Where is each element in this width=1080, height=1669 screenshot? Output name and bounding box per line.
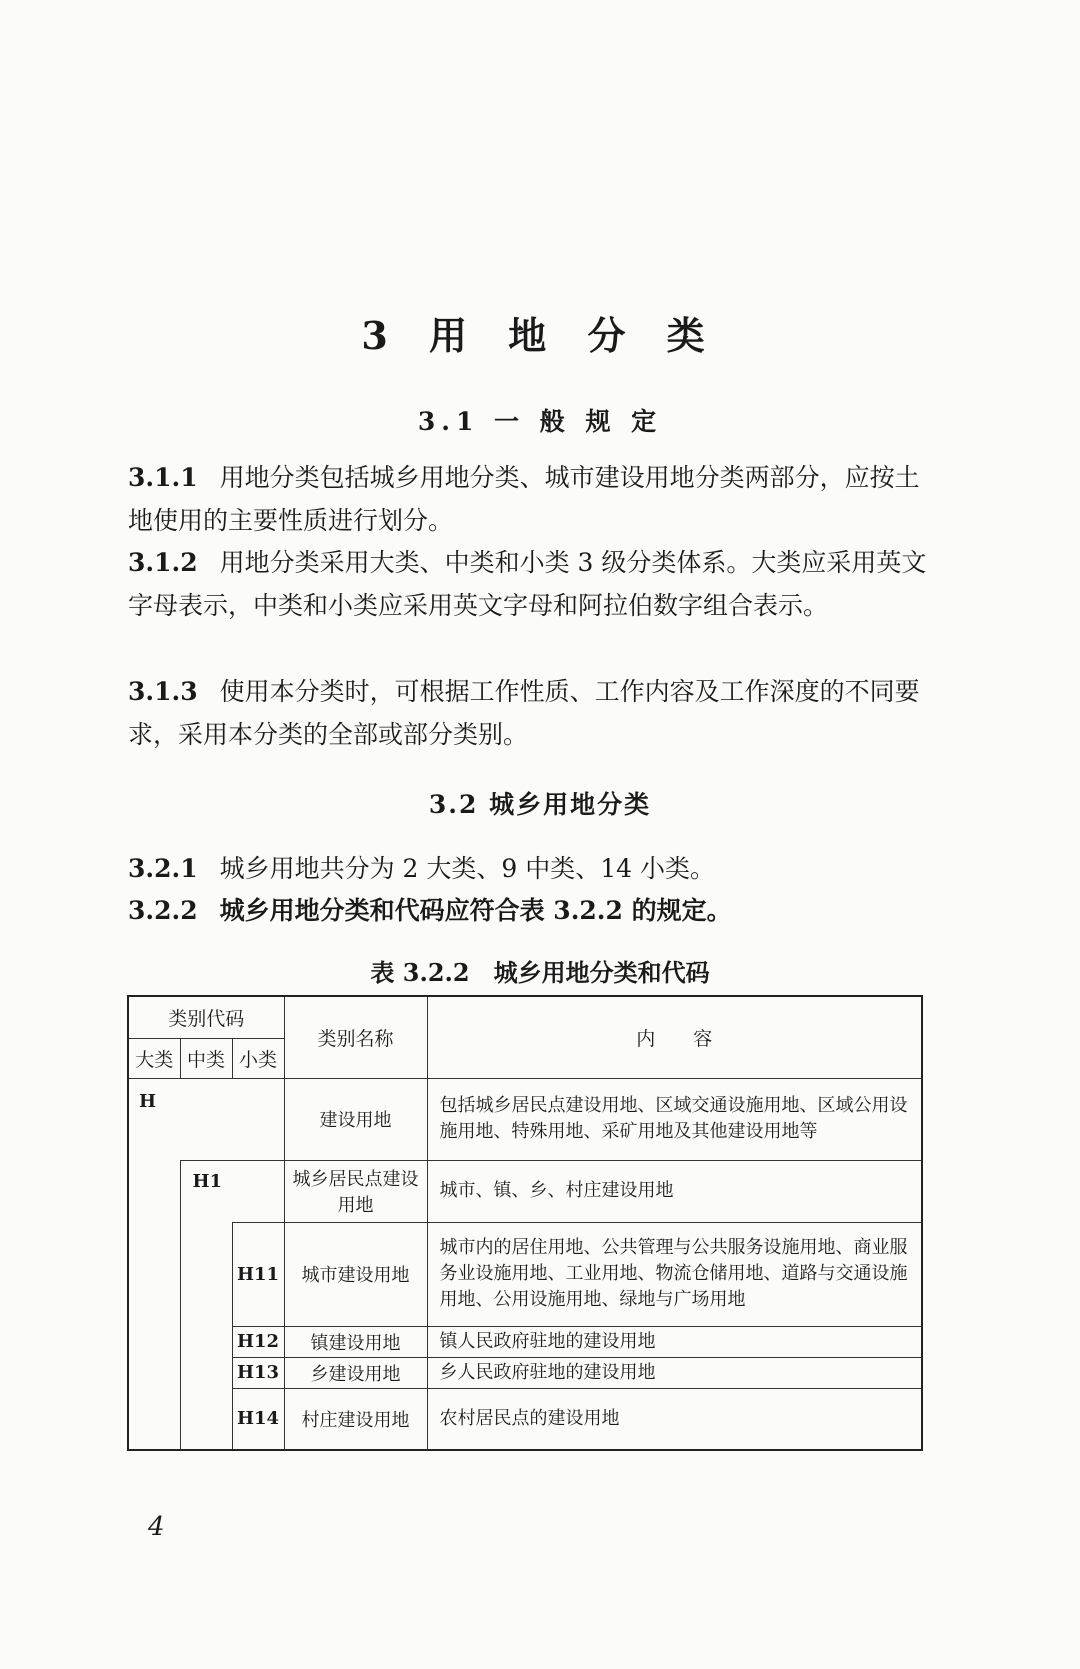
header-code: 类别代码: [128, 996, 284, 1038]
cell-major: H: [128, 1078, 284, 1160]
table-row: [128, 1357, 922, 1388]
cell-content: 镇人民政府驻地的建设用地: [427, 1326, 922, 1357]
cell-medium-empty: [180, 1222, 232, 1450]
cell-minor: H14: [232, 1388, 284, 1450]
clause-number: 3.1.2: [128, 548, 198, 577]
cell-content: 包括城乡居民点建设用地、区域交通设施用地、区域公用设施用地、特殊用地、采矿用地及其他建设用地等: [427, 1078, 922, 1160]
table-caption-number: 表 3.2.2: [370, 958, 470, 987]
cell-name: 乡建设用地: [284, 1357, 427, 1388]
section-heading-3-1: 3.1 一 般 规 定: [417, 407, 663, 436]
cell-name: 村庄建设用地: [284, 1388, 427, 1450]
clause-text: 城乡用地分类和代码应符合表 3.2.2 的规定。: [219, 896, 732, 925]
header-content: 内 容: [427, 996, 922, 1078]
header-major: 大类: [128, 1038, 180, 1078]
table-header-row: [128, 996, 922, 1038]
cell-name: 镇建设用地: [284, 1326, 427, 1357]
cell-minor: H11: [232, 1222, 284, 1326]
page-number: 4: [148, 1512, 165, 1542]
clause-number: 3.1.3: [128, 677, 198, 706]
clause-3-1-3: [128, 670, 936, 756]
table-row: [128, 1326, 922, 1357]
clause-3-1-2: [128, 541, 936, 627]
land-use-classification-table: [127, 995, 923, 1451]
cell-content: 农村居民点的建设用地: [427, 1388, 922, 1450]
table-row: [128, 1078, 922, 1160]
cell-name: 建设用地: [284, 1078, 427, 1160]
clause-text: 使用本分类时，可根据工作性质、工作内容及工作深度的不同要求，采用本分类的全部或部分类别。: [128, 677, 920, 749]
header-name: 类别名称: [284, 996, 427, 1078]
cell-name: 城市建设用地: [284, 1222, 427, 1326]
cell-minor: H13: [232, 1357, 284, 1388]
table-row: [128, 1222, 922, 1326]
clause-text: 用地分类包括城乡用地分类、城市建设用地分类两部分，应按土地使用的主要性质进行划分。: [128, 463, 920, 535]
clause-text: 城乡用地共分为 2 大类、9 中类、14 小类。: [219, 854, 716, 883]
cell-content: 城市内的居住用地、公共管理与公共服务设施用地、商业服务业设施用地、工业用地、物流仓储用地、道路与交通设施用地、公用设施用地、绿地与广场用地: [427, 1222, 922, 1326]
header-minor: 小类: [232, 1038, 284, 1078]
table-row: [128, 1388, 922, 1450]
clause-3-2-2: [128, 889, 936, 932]
cell-content: 城市、镇、乡、村庄建设用地: [427, 1160, 922, 1222]
cell-major-empty: [128, 1160, 180, 1450]
cell-medium: H1: [180, 1160, 284, 1222]
table-row: [128, 1160, 922, 1222]
clause-number: 3.2.2: [128, 896, 198, 925]
table-caption-text: 城乡用地分类和代码: [493, 958, 710, 987]
cell-name: 城乡居民点建设用地: [284, 1160, 427, 1222]
table-caption: [0, 953, 1080, 988]
clause-number: 3.1.1: [128, 463, 198, 492]
clause-text: 用地分类采用大类、中类和小类 3 级分类体系。大类应采用英文字母表示，中类和小类应采用英文字母和阿拉伯数字组合表示。: [128, 548, 927, 620]
header-medium: 中类: [180, 1038, 232, 1078]
clause-3-2-1: [128, 847, 936, 890]
clause-number: 3.2.1: [128, 854, 198, 883]
section-heading-3-2: 3.2 城乡用地分类: [428, 790, 652, 819]
cell-minor: H12: [232, 1326, 284, 1357]
chapter-title: 3 用 地 分 类: [361, 313, 719, 358]
cell-content: 乡人民政府驻地的建设用地: [427, 1357, 922, 1388]
clause-3-1-1: [128, 456, 936, 542]
